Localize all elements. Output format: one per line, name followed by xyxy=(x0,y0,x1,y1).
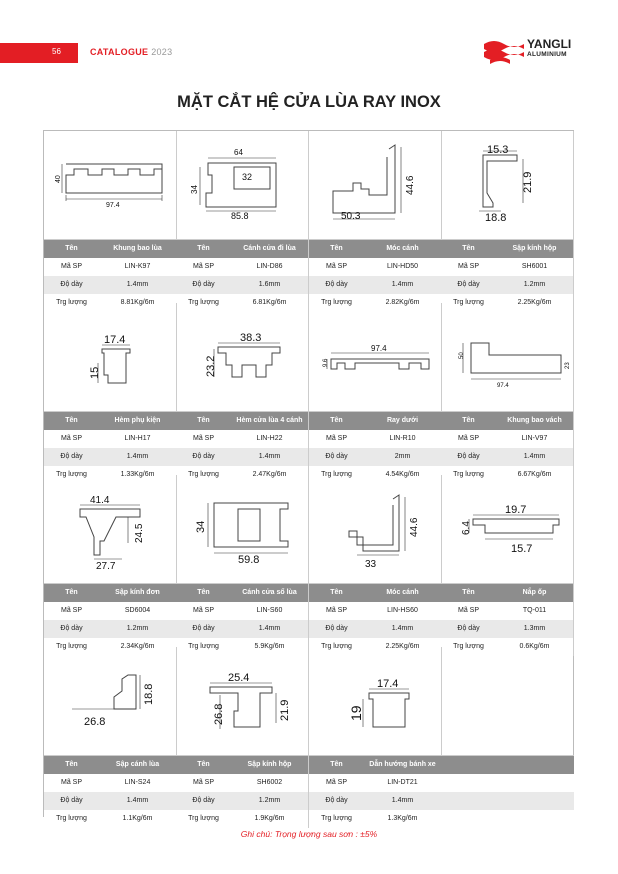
product-name: Khung bao lùa xyxy=(113,245,162,252)
product-code: LIN-HD50 xyxy=(386,263,419,270)
code-key: Mã SP xyxy=(60,435,82,442)
profile-drawing xyxy=(441,475,574,584)
product-name: Dẫn hướng bánh xe xyxy=(369,761,436,768)
dim-label: 25.4 xyxy=(228,672,250,684)
thickness-key: Độ dày xyxy=(192,625,215,632)
product-name: Nắp ốp xyxy=(522,589,547,596)
product-weight: 2.47Kg/6m xyxy=(252,471,287,478)
thickness-key: Độ dày xyxy=(457,453,480,460)
dim-label: 18.8 xyxy=(143,683,155,705)
dim-label: 21.9 xyxy=(522,171,534,193)
profile-drawing xyxy=(441,303,574,412)
profile-tq011-drawing xyxy=(441,475,574,584)
product-name: Ray dưới xyxy=(386,417,419,424)
dim-label: 59.8 xyxy=(238,554,260,566)
product-code: LIN-H22 xyxy=(256,435,283,442)
profile-h17-drawing xyxy=(44,303,177,412)
dim-label: 18.8 xyxy=(485,212,507,224)
name-key: Tên xyxy=(197,417,210,424)
name-key: Tên xyxy=(462,417,475,424)
dim-label: 44.6 xyxy=(409,517,420,537)
page-title: MẶT CẮT HỆ CỬA LÙA RAY INOX xyxy=(177,93,441,111)
profile-drawing xyxy=(44,131,177,240)
profile-drawing xyxy=(309,647,442,756)
dim-label: 23.2 xyxy=(205,355,217,377)
profile-dt21-drawing xyxy=(309,647,442,756)
profile-d86-drawing xyxy=(176,131,309,240)
product-code: LIN-H17 xyxy=(124,435,151,442)
dim-label: 64 xyxy=(234,148,243,157)
product-card xyxy=(44,303,177,484)
name-key: Tên xyxy=(65,761,78,768)
product-card xyxy=(441,475,574,656)
product-weight: 6.81Kg/6m xyxy=(252,299,287,306)
profile-h22-drawing xyxy=(176,303,309,412)
code-key: Mã SP xyxy=(457,435,479,442)
product-name: Sập cánh lùa xyxy=(115,761,160,768)
name-key: Tên xyxy=(330,589,343,596)
dim-label: 40 xyxy=(55,175,62,183)
code-key: Mã SP xyxy=(60,607,82,614)
profile-drawing xyxy=(176,303,309,412)
dim-label: 21.9 xyxy=(279,699,291,721)
product-code: LIN-DT21 xyxy=(387,779,418,786)
name-key: Tên xyxy=(65,417,78,424)
dim-label: 33 xyxy=(365,559,377,570)
thickness-key: Độ dày xyxy=(192,281,215,288)
dim-label: 23 xyxy=(565,362,571,369)
weight-key: Trg lượng xyxy=(188,299,219,306)
dim-label: 19 xyxy=(348,705,364,721)
dim-label: 9.6 xyxy=(323,358,329,367)
profile-drawing xyxy=(44,303,177,412)
product-code: LIN-K97 xyxy=(124,263,151,270)
dim-label: 24.5 xyxy=(134,523,145,543)
profile-drawing xyxy=(309,131,442,240)
product-weight: 4.54Kg/6m xyxy=(385,471,420,478)
product-thickness: 1.4mm xyxy=(391,625,414,632)
profile-drawing xyxy=(309,475,442,584)
code-key: Mã SP xyxy=(325,263,347,270)
thickness-key: Độ dày xyxy=(325,797,348,804)
product-name: Sập kính hộp xyxy=(247,761,292,768)
product-name: Khung bao vách xyxy=(507,417,562,424)
product-code: LIN-D86 xyxy=(256,263,283,270)
dim-label: 17.4 xyxy=(377,678,399,690)
product-weight: 6.67Kg/6m xyxy=(517,471,552,478)
profile-drawing xyxy=(309,303,442,412)
brand-subtitle: ALUMINIUM xyxy=(527,51,567,58)
profile-sh6001-drawing xyxy=(441,131,574,240)
profile-drawing xyxy=(176,647,309,756)
product-weight: 2.25Kg/6m xyxy=(517,299,552,306)
thickness-key: Độ dày xyxy=(192,453,215,460)
thickness-key: Độ dày xyxy=(60,281,83,288)
product-weight: 2.82Kg/6m xyxy=(385,299,420,306)
product-code: LIN-R10 xyxy=(389,435,416,442)
dim-label: 97.4 xyxy=(106,202,120,209)
dim-label: 32 xyxy=(242,172,253,182)
dim-label: 44.6 xyxy=(405,175,416,195)
catalogue-label xyxy=(90,47,172,57)
dim-label: 38.3 xyxy=(240,332,262,344)
weight-note: Ghi chú: Trọng lượng sau sơn : ±5% xyxy=(240,829,378,839)
profile-k97-drawing xyxy=(44,131,177,240)
product-weight: 0.6Kg/6m xyxy=(519,643,550,650)
product-card xyxy=(176,131,309,312)
product-weight: 8.81Kg/6m xyxy=(120,299,155,306)
product-thickness: 1.4mm xyxy=(523,453,546,460)
product-weight: 1.1Kg/6m xyxy=(122,815,153,822)
product-weight: 2.34Kg/6m xyxy=(120,643,155,650)
product-code: LIN-S60 xyxy=(256,607,283,614)
product-card xyxy=(44,131,177,312)
product-thickness: 1.2mm xyxy=(126,625,149,632)
empty-drawing xyxy=(441,647,574,756)
name-key: Tên xyxy=(65,589,78,596)
dim-label: 97.4 xyxy=(497,383,509,389)
profile-s60-drawing xyxy=(176,475,309,584)
name-key: Tên xyxy=(462,589,475,596)
profile-sd6004-drawing xyxy=(44,475,177,584)
profile-drawing xyxy=(441,131,574,240)
product-code: LIN-HS60 xyxy=(387,607,418,614)
product-thickness: 1.6mm xyxy=(258,281,281,288)
profile-sh6002-drawing xyxy=(176,647,309,756)
product-card xyxy=(309,303,442,484)
code-key: Mã SP xyxy=(457,263,479,270)
code-key: Mã SP xyxy=(192,779,214,786)
name-key: Tên xyxy=(330,417,343,424)
weight-key: Trg lượng xyxy=(56,471,87,478)
thickness-key: Độ dày xyxy=(60,625,83,632)
thickness-key: Độ dày xyxy=(60,797,83,804)
dim-label: 97.4 xyxy=(371,344,387,353)
product-card xyxy=(309,647,442,828)
dim-label: 15 xyxy=(89,366,101,379)
product-thickness: 1.4mm xyxy=(391,281,414,288)
thickness-key: Độ dày xyxy=(325,453,348,460)
weight-key: Trg lượng xyxy=(453,471,484,478)
dim-label: 34 xyxy=(195,520,207,533)
weight-key: Trg lượng xyxy=(188,643,219,650)
weight-key: Trg lượng xyxy=(453,643,484,650)
weight-key: Trg lượng xyxy=(56,299,87,306)
product-card xyxy=(309,131,442,312)
dim-label: 41.4 xyxy=(90,495,110,506)
product-name: Cánh cửa sổ lùa xyxy=(242,589,297,596)
catalogue-text: CATALOGUE xyxy=(90,47,149,57)
code-key: Mã SP xyxy=(60,779,82,786)
profile-hd50-drawing xyxy=(309,131,442,240)
weight-key: Trg lượng xyxy=(188,471,219,478)
product-weight: 5.9Kg/6m xyxy=(254,643,285,650)
thickness-key: Độ dày xyxy=(192,797,215,804)
product-thickness: 1.3mm xyxy=(523,625,546,632)
name-key: Tên xyxy=(330,761,343,768)
weight-key: Trg lượng xyxy=(453,299,484,306)
product-code: TQ-011 xyxy=(522,607,547,614)
empty-card xyxy=(441,647,574,828)
dim-label: 15.7 xyxy=(511,543,533,555)
product-code: SH6001 xyxy=(521,263,548,270)
product-card xyxy=(441,303,574,484)
product-name: Móc cánh xyxy=(386,589,419,596)
weight-key: Trg lượng xyxy=(56,643,87,650)
thickness-key: Độ dày xyxy=(325,281,348,288)
profile-drawing xyxy=(176,475,309,584)
profile-drawing xyxy=(176,131,309,240)
weight-key: Trg lượng xyxy=(321,471,352,478)
dim-label: 26.8 xyxy=(84,716,106,728)
weight-key: Trg lượng xyxy=(56,815,87,822)
thickness-key: Độ dày xyxy=(457,625,480,632)
header-red-bar xyxy=(0,43,78,63)
product-card xyxy=(176,475,309,656)
product-code: LIN-V97 xyxy=(521,435,548,442)
brand-name: YANGLI xyxy=(527,37,572,51)
product-card xyxy=(176,303,309,484)
product-thickness: 1.2mm xyxy=(523,281,546,288)
product-card xyxy=(44,475,177,656)
page-number: 56 xyxy=(52,47,61,56)
product-code: LIN-S24 xyxy=(124,779,151,786)
product-name: Cánh cửa đi lùa xyxy=(243,245,296,252)
thickness-key: Độ dày xyxy=(457,281,480,288)
dim-label: 6.4 xyxy=(461,521,472,535)
product-thickness: 1.2mm xyxy=(258,797,281,804)
product-card xyxy=(309,475,442,656)
weight-key: Trg lượng xyxy=(321,643,352,650)
name-key: Tên xyxy=(330,245,343,252)
product-weight: 1.3Kg/6m xyxy=(387,815,418,822)
product-thickness: 1.4mm xyxy=(126,797,149,804)
profile-hs60-drawing xyxy=(309,475,442,584)
product-thickness: 1.4mm xyxy=(126,281,149,288)
product-thickness: 1.4mm xyxy=(258,625,281,632)
dim-label: 26.8 xyxy=(213,703,225,725)
product-thickness: 1.4mm xyxy=(391,797,414,804)
name-key: Tên xyxy=(197,245,210,252)
dim-label: 85.8 xyxy=(231,211,249,221)
dim-label: 15.3 xyxy=(487,144,509,156)
weight-key: Trg lượng xyxy=(321,815,352,822)
code-key: Mã SP xyxy=(325,779,347,786)
product-code: SH6002 xyxy=(256,779,283,786)
dim-label: 34 xyxy=(190,185,199,194)
product-card xyxy=(441,131,574,312)
profile-r10-drawing xyxy=(309,303,442,412)
name-key: Tên xyxy=(197,589,210,596)
dim-label: 50.3 xyxy=(341,211,361,222)
profile-v97-drawing xyxy=(441,303,574,412)
weight-key: Trg lượng xyxy=(321,299,352,306)
product-name: Hèm cửa lùa 4 cánh xyxy=(236,417,303,424)
product-weight: 1.9Kg/6m xyxy=(254,815,285,822)
catalogue-year: 2023 xyxy=(151,47,173,57)
code-key: Mã SP xyxy=(325,607,347,614)
thickness-key: Độ dày xyxy=(60,453,83,460)
dim-label: 27.7 xyxy=(96,561,116,572)
weight-key: Trg lượng xyxy=(188,815,219,822)
product-thickness: 1.4mm xyxy=(258,453,281,460)
product-code: SD6004 xyxy=(124,607,151,614)
product-name: Hèm phụ kiện xyxy=(114,417,161,424)
dim-label: 17.4 xyxy=(104,334,126,346)
code-key: Mã SP xyxy=(192,435,214,442)
name-key: Tên xyxy=(197,761,210,768)
product-card xyxy=(176,647,309,828)
product-name: Móc cánh xyxy=(386,245,419,252)
product-thickness: 2mm xyxy=(394,453,411,460)
product-name: Sập kính đơn xyxy=(115,589,160,596)
product-weight: 1.33Kg/6m xyxy=(120,471,155,478)
product-card xyxy=(44,647,177,828)
product-grid xyxy=(43,130,574,822)
code-key: Mã SP xyxy=(325,435,347,442)
name-key: Tên xyxy=(65,245,78,252)
code-key: Mã SP xyxy=(192,263,214,270)
profile-drawing xyxy=(44,475,177,584)
profile-drawing xyxy=(44,647,177,756)
name-key: Tên xyxy=(462,245,475,252)
dim-label: 19.7 xyxy=(505,504,527,516)
product-weight: 2.25Kg/6m xyxy=(385,643,420,650)
profile-s24-drawing xyxy=(44,647,177,756)
code-key: Mã SP xyxy=(457,607,479,614)
product-thickness: 1.4mm xyxy=(126,453,149,460)
code-key: Mã SP xyxy=(60,263,82,270)
thickness-key: Độ dày xyxy=(325,625,348,632)
dim-label: 50 xyxy=(459,352,465,359)
product-name: Sập kính hộp xyxy=(512,245,557,252)
code-key: Mã SP xyxy=(192,607,214,614)
